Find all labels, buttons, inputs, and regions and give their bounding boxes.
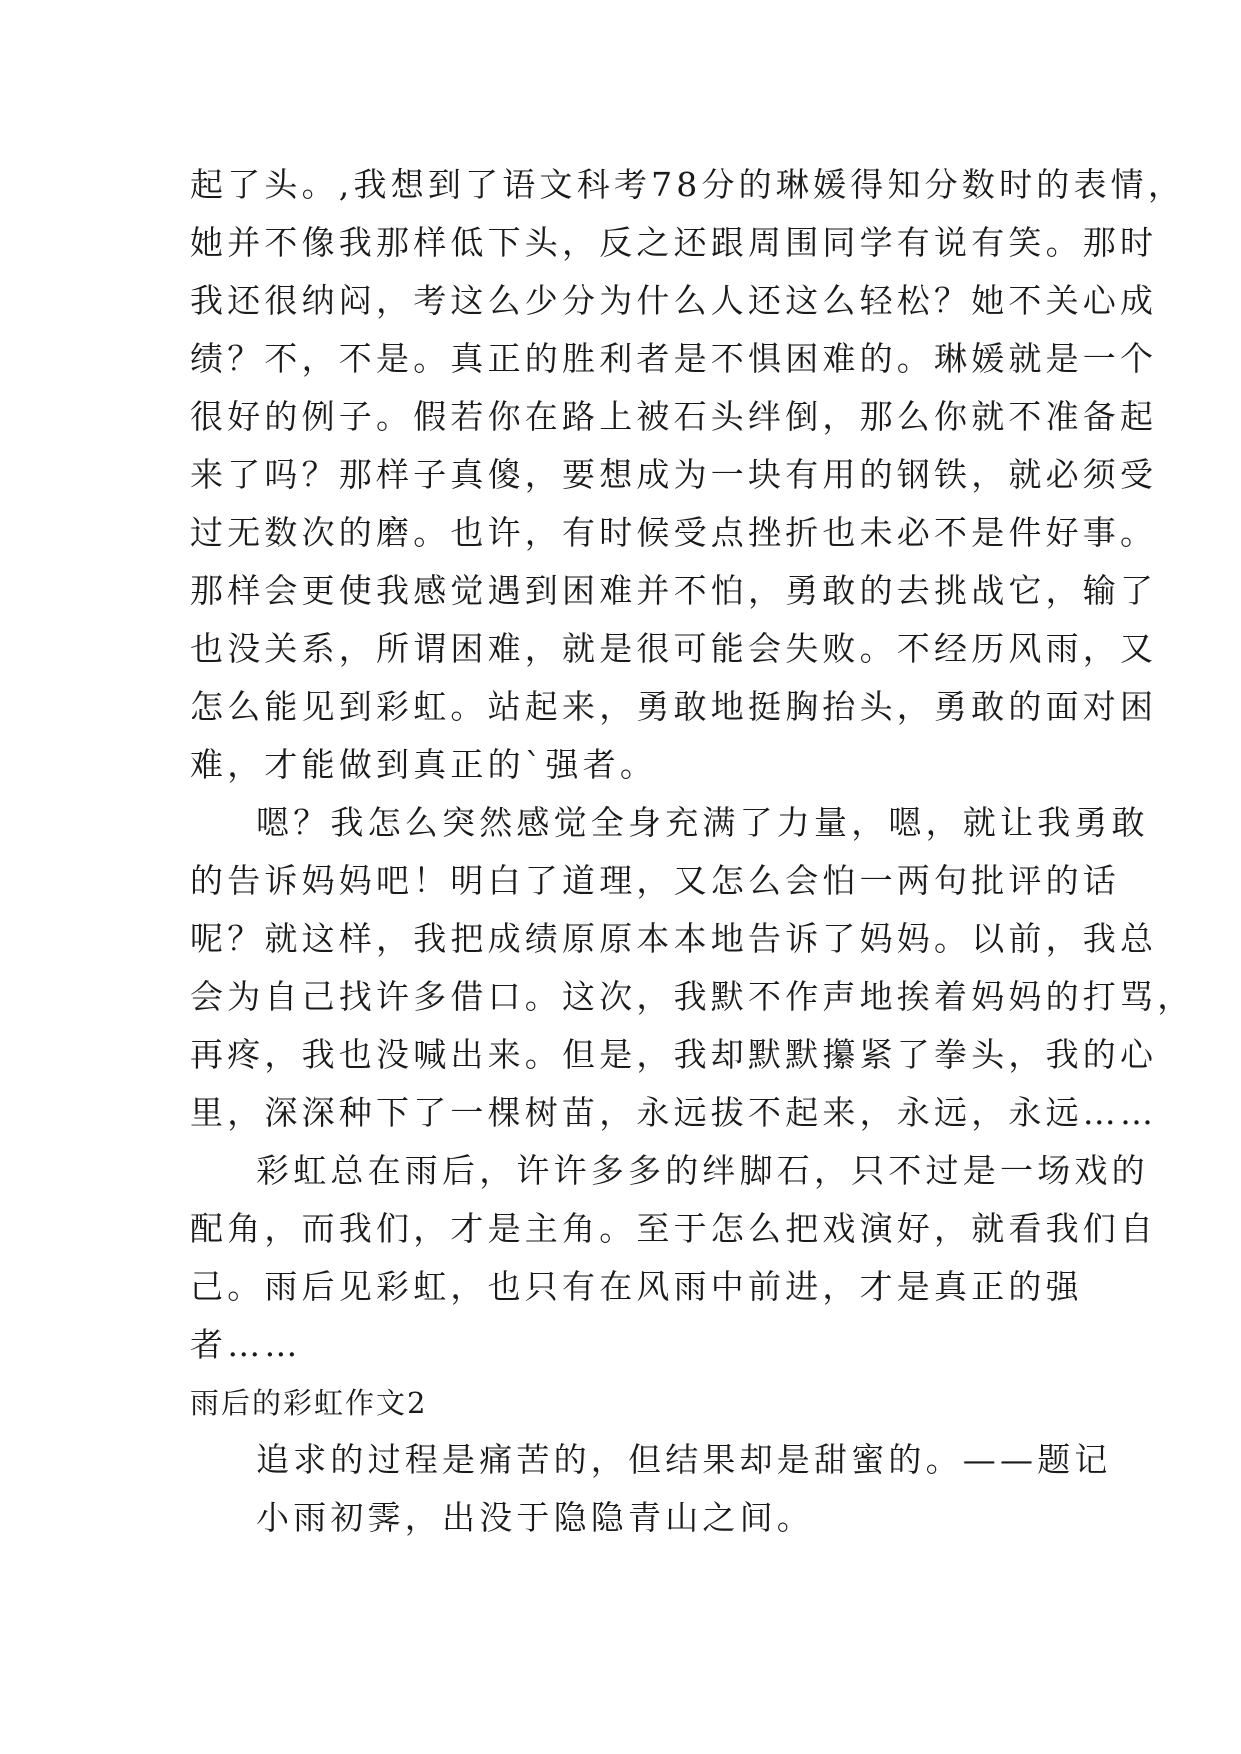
text-line: 己。雨后见彩虹，也只有在风雨中前进，才是真正的强	[190, 1267, 1083, 1306]
text-line: 者……	[190, 1325, 302, 1364]
text-line: 也没关系，所谓困难，就是很可能会失败。不经历风雨，又	[190, 629, 1158, 668]
text-line: 小雨初霁，出没于隐隐青山之间。	[256, 1498, 814, 1537]
text-line: 难，才能做到真正的`强者。	[190, 745, 658, 784]
text-line: 嗯？我怎么突然感觉全身充满了力量，嗯，就让我勇敢	[256, 803, 1149, 842]
text-line: 呢？就这样，我把成绩原原本本地告诉了妈妈。以前，我总	[190, 919, 1158, 958]
text-line: 再疼，我也没喊出来。但是，我却默默攥紧了拳头，我的心	[190, 1035, 1158, 1074]
text-line: 起了头。,我想到了语文科考78分的琳媛得知分数时的表情，	[190, 165, 1186, 204]
text-line: 她并不像我那样低下头，反之还跟周围同学有说有笑。那时	[190, 223, 1158, 262]
text-line: 追求的过程是痛苦的，但结果却是甜蜜的。——题记	[256, 1440, 1112, 1479]
text-line: 那样会更使我感觉遇到困难并不怕，勇敢的去挑战它，输了	[190, 571, 1158, 610]
text-line: 很好的例子。假若你在路上被石头绊倒，那么你就不准备起	[190, 397, 1158, 436]
text-line: 怎么能见到彩虹。站起来，勇敢地挺胸抬头，勇敢的面对困	[190, 687, 1158, 726]
text-line: 过无数次的磨。也许，有时候受点挫折也未必不是件好事。	[190, 513, 1158, 552]
text-line: 我还很纳闷，考这么少分为什么人还这么轻松？她不关心成	[190, 281, 1158, 320]
text-line: 会为自己找许多借口。这次，我默不作声地挨着妈妈的打骂，	[190, 977, 1195, 1016]
text-line: 的告诉妈妈吧！明白了道理，又怎么会怕一两句批评的话	[190, 861, 1120, 900]
text-line: 彩虹总在雨后，许许多多的绊脚石，只不过是一场戏的	[256, 1151, 1149, 1190]
text-line: 绩？不，不是。真正的胜利者是不惧困难的。琳媛就是一个	[190, 339, 1158, 378]
text-line: 里，深深种下了一棵树苗，永远拔不起来，永远，永远……	[190, 1093, 1158, 1132]
text-line: 配角，而我们，才是主角。至于怎么把戏演好，就看我们自	[190, 1209, 1158, 1248]
text-line: 来了吗？那样子真傻，要想成为一块有用的钢铁，就必须受	[190, 455, 1158, 494]
section-title: 雨后的彩虹作文2	[190, 1386, 428, 1420]
